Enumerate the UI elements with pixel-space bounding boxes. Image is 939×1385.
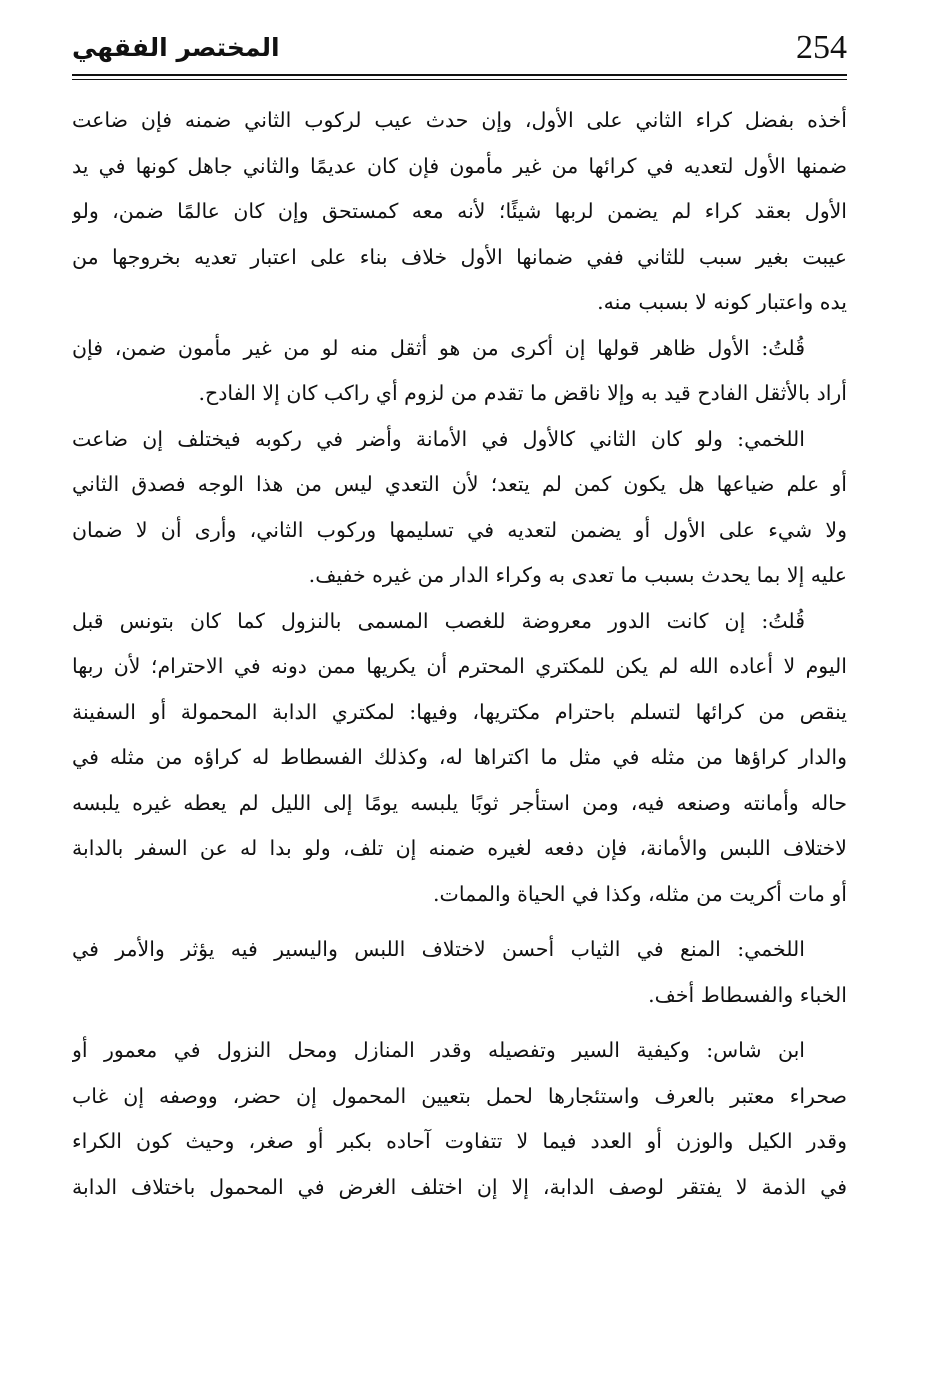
paragraph-6 bbox=[72, 1028, 847, 1210]
text-line: ابن شاس: وكيفية السير وتفصيله وقدر المنازل ومحل النزول في معمور أو bbox=[72, 1038, 805, 1062]
header-rule bbox=[72, 74, 847, 76]
text-line: أخذه بفضل كراء الثاني على الأول، وإن حدث عيب لركوب الثاني ضمنه فإن ضاعت bbox=[72, 108, 847, 132]
text-line: اليوم لا أعاده الله لم يكن للمكتري المحترم أن يكريها ممن دونه في الاحترام؛ لأن ربها bbox=[72, 654, 847, 678]
text-line: ضمنها الأول لتعديه في كرائها من غير مأمون فإن كان عديمًا والثاني جاهل كونها في يد bbox=[72, 153, 847, 178]
running-title: المختصر الفقهي bbox=[72, 33, 280, 62]
text-line: ينقص من كرائها لتسلم باحترام مكتريها، وفيها: لمكتري الدابة المحمولة أو السفينة bbox=[72, 699, 847, 724]
paragraph-2 bbox=[72, 326, 847, 417]
text-line: عيبت بغير سبب للثاني ففي ضمانها الأول خلاف بناء على اعتبار تعديه بخروجها من bbox=[72, 244, 847, 269]
text-line: قُلتُ: الأول ظاهر قولها إن أكرى من هو أثقل منه لو من غير مأمون ضمن، فإن bbox=[72, 335, 805, 360]
text-line: قُلتُ: إن كانت الدور معروضة للغصب المسمى بالنزول كما كان بتونس قبل bbox=[72, 608, 805, 633]
text-line: أو علم ضياعها هل يكون كمن لم يتعد؛ لأن التعدي ليس من هذا الوجه فصدق الثاني bbox=[72, 472, 847, 496]
text-line: والدار كراؤها من مثله في مثل ما اكتراها له، وكذلك الفسطاط له كراؤه من مثله في bbox=[72, 745, 847, 769]
text-line: لاختلاف اللبس والأمانة، فإن دفعه لغيره ضمنه إن تلف، ولو بدا له عن السفر بالدابة bbox=[72, 836, 847, 860]
text-line: يده واعتبار كونه لا بسبب منه. bbox=[597, 290, 847, 314]
page-number: 254 bbox=[796, 29, 847, 66]
text-line: الأول بعقد كراء لم يضمن لربها شيئًا؛ لأنه معه كمستحق وإن كان عالمًا ضمن، ولو bbox=[72, 199, 847, 223]
text-line: عليه إلا بما يحدث بسبب ما تعدى به وكراء الدار من غيره خفيف. bbox=[308, 563, 847, 587]
text-line: أو مات أكريت من مثله، وكذا في الحياة والممات. bbox=[433, 881, 847, 906]
text-line: اللخمي: ولو كان الثاني كالأول في الأمانة وأضر في ركوبه فيختلف إن ضاعت bbox=[72, 426, 805, 451]
body-text bbox=[72, 98, 847, 1210]
text-line: أراد بالأثقل الفادح قيد به وإلا ناقض ما تقدم من لزوم أي راكب كان إلا الفادح. bbox=[198, 381, 847, 405]
paragraph-4 bbox=[72, 599, 847, 918]
paragraph-3 bbox=[72, 417, 847, 599]
paragraph-5 bbox=[72, 927, 847, 1018]
text-line: ولا شيء على الأول أو يضمن لتعديه في تسليمها وركوب الثاني، وأرى أن لا ضمان bbox=[72, 517, 847, 542]
text-line: في الذمة لا يفتقر لوصف الدابة، إلا إن اختلف الغرض في المحمول باختلاف الدابة bbox=[72, 1174, 847, 1199]
text-line: وقدر الكيل والوزن أو العدد فيما لا تتفاوت آحاده بكبر أو صغر، وحيث كون الكراء bbox=[72, 1129, 847, 1153]
page-header bbox=[72, 28, 847, 76]
text-line: الخباء والفسطاط أخف. bbox=[648, 982, 847, 1007]
text-line: حاله وأمانته وصنعه فيه، ومن استأجر ثوبًا يلبسه يومًا إلى الليل لم يعطه غيره يلبسه bbox=[72, 790, 847, 815]
paragraph-1 bbox=[72, 98, 847, 326]
text-line: صحراء معتبر بالعرف واستئجارها لحمل بتعيين المحمول إن حضر، ووصفه إن غاب bbox=[72, 1083, 847, 1108]
text-line: اللخمي: المنع في الثياب أحسن لاختلاف اللبس واليسير فيه يؤثر والأمر في bbox=[72, 937, 805, 961]
